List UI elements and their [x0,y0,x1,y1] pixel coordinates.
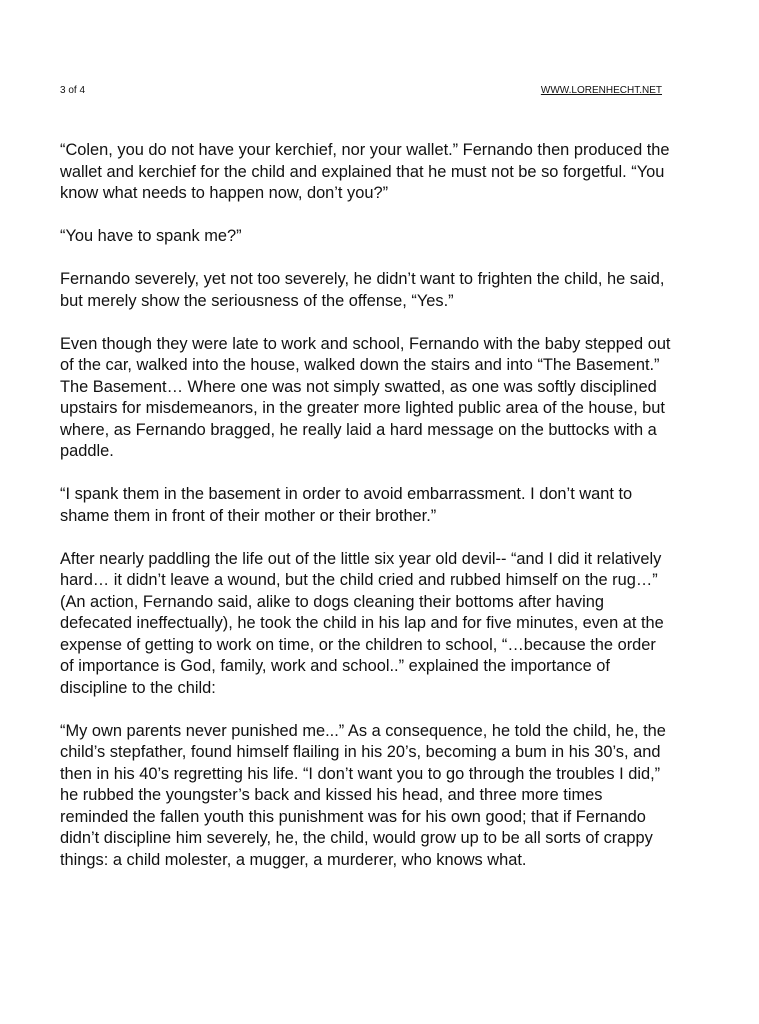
page-header [60,84,662,98]
page-number: 3 of 4 [60,85,86,96]
body-text [60,140,672,893]
paragraph: After nearly paddling the life out of the little six year old devil-- “and I did it relatively hard… it didn’t leave a wound, but the child cried and rubbed himself on the rug…” (An action, Fernando said, alike to dogs cleaning their bottoms after having defecated ineffectually), he took the child in his lap and for five minutes, even at the expense of getting to work on time, or the children to school, “…because the order of importance is God, family, work and school..” explained the importance of discipline to the child: [60,549,664,697]
paragraph: “I spank them in the basement in order to avoid embarrassment. I don’t want to shame them in front of their mother or their brother.” [60,485,633,525]
paragraph: Fernando severely, yet not too severely, he didn’t want to frighten the child, he said, but merely show the seriousness of the offense, “Yes.” [60,270,665,310]
paragraph: “Colen, you do not have your kerchief, nor your wallet.” Fernando then produced the wallet and kerchief for the child and explained that he must not be so forgetful. “You know what needs to happen now, don’t you?” [60,141,670,202]
website-link[interactable]: WWW.LORENHECHT.NET [540,85,662,96]
paragraph: Even though they were late to work and school, Fernando with the baby stepped out of the car, walked into the house, walked down the stairs and into “The Basement.” The Basement… Where one was not simply swatted, as one was softly disciplined upstairs for misdemeanors, in the greater more lighted public area of the house, but where, as Fernando bragged, he really laid a hard message on the buttocks with a paddle. [60,334,671,460]
paragraph: “My own parents never punished me...” As a consequence, he told the child, he, the child’s stepfather, found himself flailing in his 20’s, becoming a bum in his 30’s, and then in his 40’s regretting his life. “I don’t want you to go through the troubles I did,” he rubbed the youngster’s back and kissed his head, and three more times reminded the fallen youth this punishment was for his own good; that if Fernando didn’t discipline him severely, he, the child, would grow up to be all sorts of crappy things: a child molester, a mugger, a murderer, who knows what. [60,721,666,869]
paragraph: “You have to spank me?” [60,227,242,245]
